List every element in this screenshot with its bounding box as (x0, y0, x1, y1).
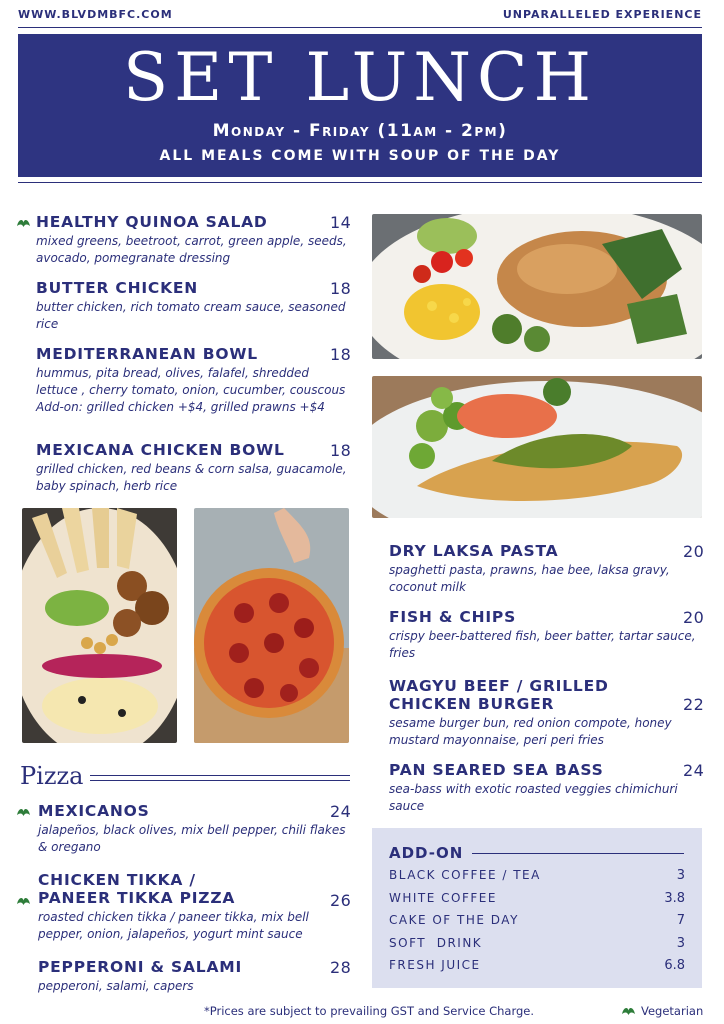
menu-item (36, 213, 351, 267)
tagline: UNPARALLELED EXPERIENCE (502, 8, 702, 21)
menu-item (389, 608, 703, 662)
item-name-line2: CHICKEN BURGER (389, 695, 555, 713)
item-price: 26 (330, 891, 352, 910)
item-name: PAN SEARED SEA BASS (389, 761, 604, 779)
item-description: hummus, pita bread, olives, falafel, shredded lettuce , cherry tomato, onion, cucumber, couscous (36, 366, 346, 397)
price-note: *Prices are subject to prevailing GST and Service Charge. (204, 1004, 535, 1018)
top-bar (18, 8, 702, 22)
item-price: 24 (330, 802, 352, 821)
item-name: WAGYU BEEF / GRILLED (389, 677, 609, 695)
menu-item (389, 677, 703, 749)
item-name: DRY LAKSA PASTA (389, 542, 559, 560)
addon-name: WHITE COFFEE (389, 891, 497, 905)
item-description: spaghetti pasta, prawns, hae bee, laksa gravy, coconut milk (389, 563, 670, 594)
addon-price: 3.8 (664, 891, 685, 906)
item-price: 18 (330, 345, 352, 364)
item-description: sea-bass with exotic roasted veggies chimichuri sauce (389, 782, 678, 813)
menu-item (36, 279, 351, 333)
item-price: 14 (330, 213, 352, 232)
divider (18, 182, 702, 183)
item-name: MEXICANA CHICKEN BOWL (36, 441, 285, 459)
item-price: 18 (330, 441, 352, 460)
menu-item (36, 345, 351, 416)
addon-name: SOFT DRINK (389, 936, 483, 950)
menu-header (18, 34, 702, 177)
menu-item (389, 761, 703, 815)
item-addon: Add-on: grilled chicken +$4, grilled prawns +$4 (36, 400, 325, 414)
divider (90, 775, 350, 776)
addon-price: 3 (676, 868, 685, 883)
item-name: MEXICANOS (38, 802, 150, 820)
vegetarian-leaf-icon (16, 895, 31, 906)
addon-price: 3 (676, 936, 685, 951)
item-name-line2: PANEER TIKKA PIZZA (38, 889, 236, 907)
item-name: PEPPERONI & SALAMI (38, 958, 243, 976)
website-url[interactable]: WWW.BLVDMBFC.COM (18, 8, 173, 21)
item-price: 20 (683, 542, 705, 561)
item-price: 20 (683, 608, 705, 627)
item-description: sesame burger bun, red onion compote, honey mustard mayonnaise, peri peri fries (389, 716, 672, 747)
addon-panel (372, 828, 702, 988)
menu-item (38, 802, 351, 856)
vegetarian-leaf-icon (621, 1005, 636, 1016)
addon-price: 7 (676, 913, 685, 928)
item-name: BUTTER CHICKEN (36, 279, 199, 297)
addon-row (389, 891, 685, 905)
addon-name: FRESH JUICE (389, 958, 481, 972)
item-description: roasted chicken tikka / paneer tikka, mix bell pepper, onion, jalapeños, yogurt mint sauce (38, 910, 309, 941)
addon-row (389, 868, 685, 882)
addon-row (389, 958, 685, 972)
addon-row (389, 913, 685, 927)
item-description: jalapeños, black olives, mix bell pepper, chili flakes & oregano (38, 823, 346, 854)
divider (90, 780, 350, 781)
addon-row (389, 936, 685, 950)
item-name: HEALTHY QUINOA SALAD (36, 213, 268, 231)
addon-name: CAKE OF THE DAY (389, 913, 519, 927)
fish-veggies-photo (372, 376, 702, 518)
divider (18, 27, 702, 28)
menu-item (38, 958, 351, 995)
vegetarian-legend: Vegetarian (641, 1004, 704, 1018)
addon-price: 6.8 (664, 958, 685, 973)
item-name: MEDITERRANEAN BOWL (36, 345, 258, 363)
item-price: 18 (330, 279, 352, 298)
pizza-section-heading: Pizza (20, 762, 84, 790)
menu-item (36, 441, 351, 495)
divider (472, 853, 684, 854)
vegetarian-leaf-icon (16, 217, 31, 228)
item-description: butter chicken, rich tomato cream sauce, seasoned rice (36, 300, 346, 331)
item-description: pepperoni, salami, capers (38, 979, 194, 993)
item-name: CHICKEN TIKKA / (38, 871, 196, 889)
mediterranean-platter-photo (22, 508, 177, 743)
menu-item (38, 871, 351, 943)
item-description: crispy beer-battered fish, beer batter, tartar sauce, fries (389, 629, 696, 660)
soup-note: ALL MEALS COME WITH SOUP OF THE DAY (159, 148, 561, 164)
vegetarian-leaf-icon (16, 806, 31, 817)
item-price: 24 (683, 761, 705, 780)
item-description: grilled chicken, red beans & corn salsa, guacamole, baby spinach, herb rice (36, 462, 347, 493)
item-description: mixed greens, beetroot, carrot, green apple, seeds, avocado, pomegranate dressing (36, 234, 347, 265)
menu-item (389, 542, 703, 596)
item-name: FISH & CHIPS (389, 608, 517, 626)
item-price: 28 (330, 958, 352, 977)
page-title: SET LUNCH (122, 39, 598, 116)
chicken-salad-photo (372, 214, 702, 359)
item-price: 22 (683, 695, 705, 714)
addon-name: BLACK COFFEE / TEA (389, 868, 541, 882)
pepperoni-pizza-photo (194, 508, 349, 743)
addon-heading: ADD-ON (389, 844, 464, 862)
schedule: Monday - Friday (11am - 2pm) (212, 121, 508, 141)
